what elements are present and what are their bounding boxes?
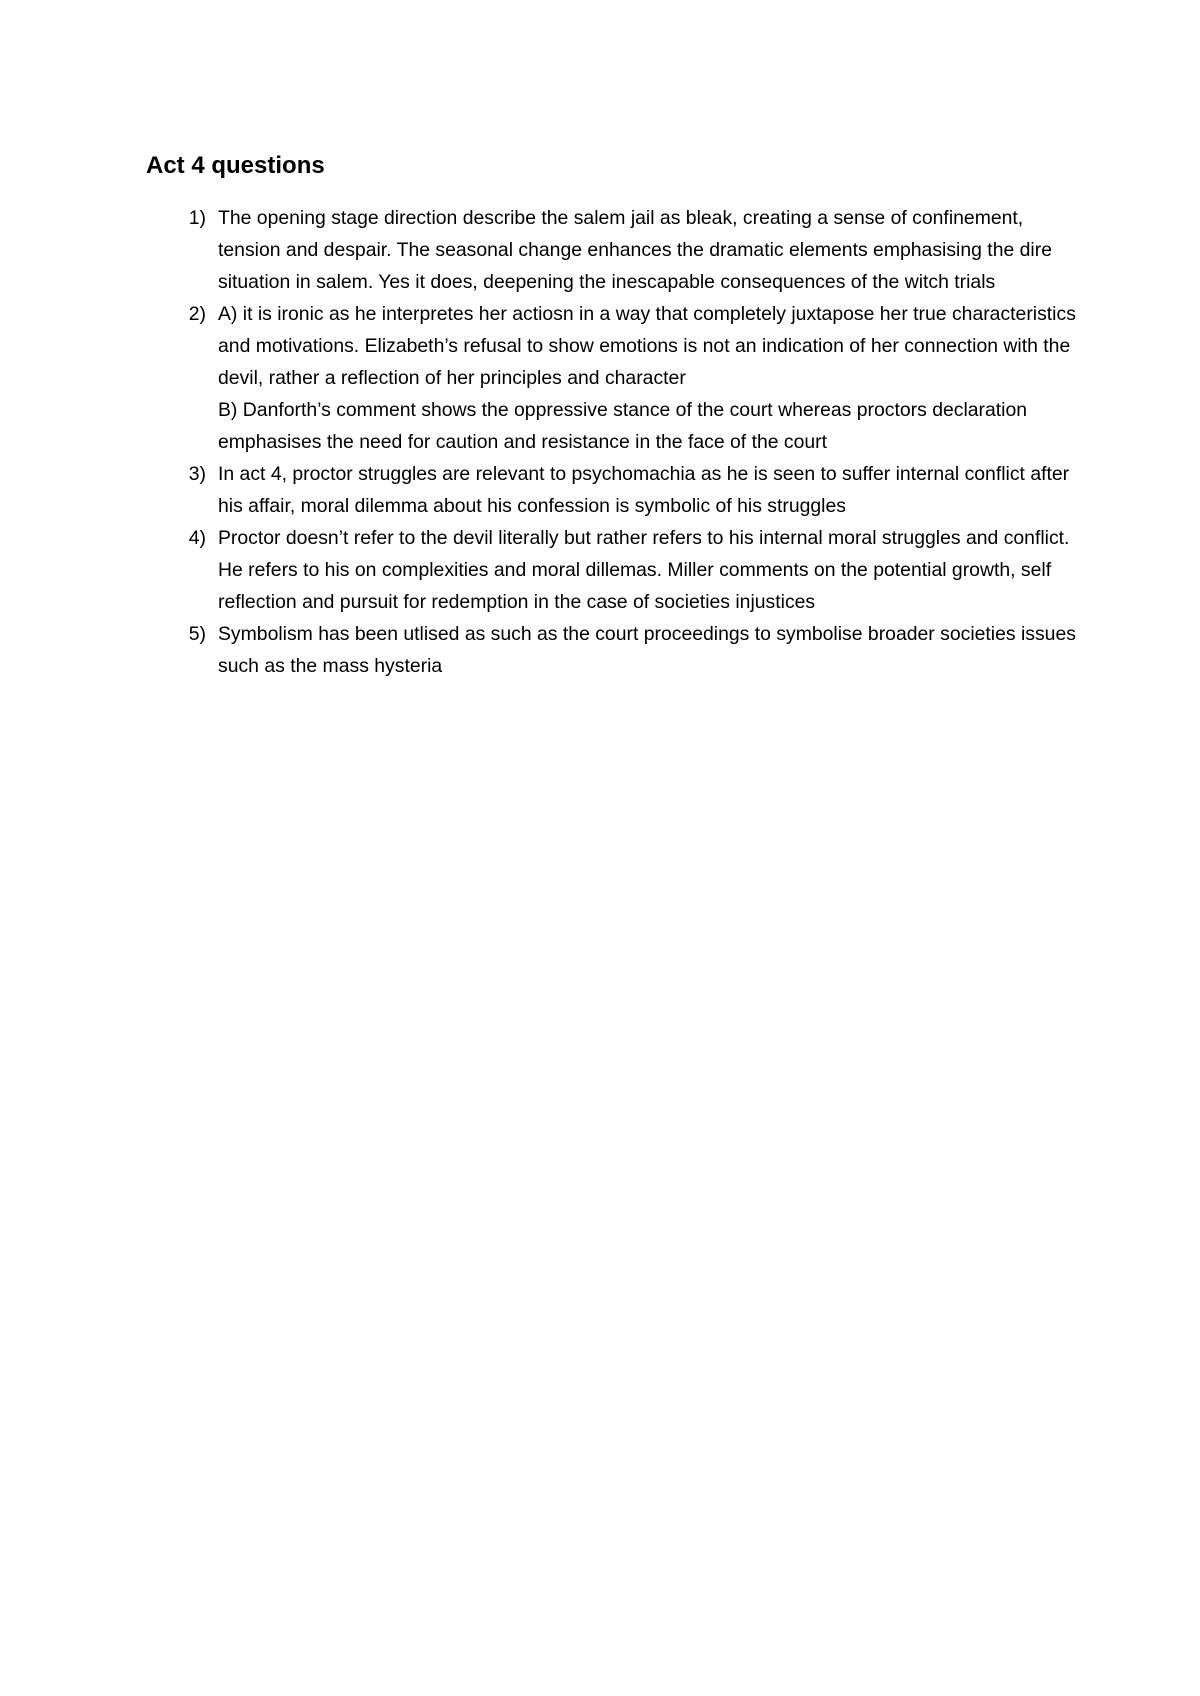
answer-paragraph: In act 4, proctor struggles are relevant to psychomachia as he is seen to suffer internal conflict after his affair, moral dilemma about his confession is symbolic of his struggles xyxy=(218,463,1070,517)
answer-paragraph: Symbolism has been utlised as such as the court proceedings to symbolise broader societies issues such as the mass hysteria xyxy=(218,623,1076,677)
question-item xyxy=(146,618,1076,682)
question-list xyxy=(146,202,1076,682)
question-number: 5) xyxy=(188,623,206,645)
answer-paragraph: Proctor doesn’t refer to the devil literally but rather refers to his internal moral struggles and conflict. He refers to his on complexities and moral dillemas. Miller comments on the potential growth, self reflection and pursuit for redemption in the case of societies injustices xyxy=(218,527,1070,613)
answer-text xyxy=(218,522,1076,618)
document-title: Act 4 questions xyxy=(146,152,325,179)
question-number: 3) xyxy=(188,463,206,485)
question-item xyxy=(146,298,1076,458)
question-item xyxy=(146,202,1076,298)
question-item xyxy=(146,458,1076,522)
answer-paragraph-b: B) Danforth’s comment shows the oppressive stance of the court whereas proctors declaration emphasises the need for caution and resistance in the face of the court xyxy=(218,399,1028,453)
answer-text xyxy=(218,618,1076,682)
question-number: 4) xyxy=(188,527,206,549)
answer-paragraph-a: A) it is ironic as he interpretes her actiosn in a way that completely juxtapose her true characteristics and motivations. Elizabeth’s refusal to show emotions is not an indication of her connection with the devil, rather a reflection of her principles and character xyxy=(218,303,1076,389)
question-number: 2) xyxy=(188,303,206,325)
answer-text xyxy=(218,458,1076,522)
answer-text xyxy=(218,202,1076,298)
question-item xyxy=(146,522,1076,618)
question-number: 1) xyxy=(188,207,206,229)
answer-paragraph: The opening stage direction describe the salem jail as bleak, creating a sense of confinement, tension and despair. The seasonal change enhances the dramatic elements emphasising the dire situation in salem. Yes it does, deepening the inescapable consequences of the witch trials xyxy=(218,207,1052,293)
answer-text xyxy=(218,298,1076,458)
